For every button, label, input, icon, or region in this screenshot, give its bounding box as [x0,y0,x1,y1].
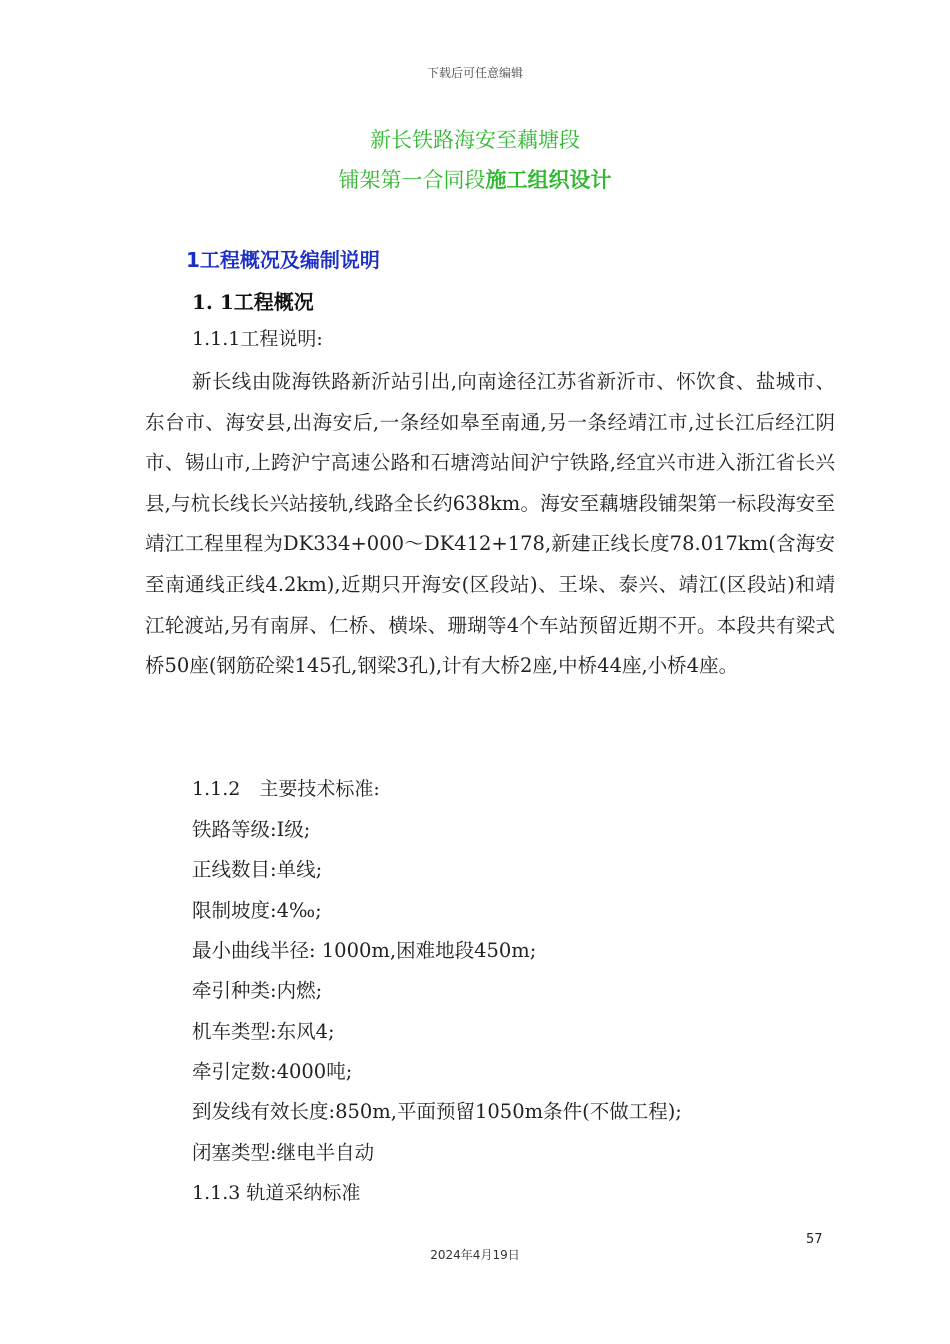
footer-date: 2024年4月19日 [430,1248,520,1262]
title-line2-bold: 施工组织设计 [485,167,612,192]
standard-item: 限制坡度:4‰; [192,899,322,922]
section-heading-1-1: 1. 1工程概况 [192,290,314,314]
section-heading-1-1-2: 1.1.2 主要技术标准: [192,778,380,800]
standard-item: 铁路等级:Ⅰ级; [192,818,311,841]
page-number: 57 [806,1232,823,1247]
section-heading-1: 1工程概况及编制说明 [186,248,380,272]
header-note: 下载后可任意编辑 [426,66,523,80]
section-heading-1-1-3: 1.1.3 轨道采纳标准 [192,1182,361,1204]
standard-item: 闭塞类型:继电半自动 [192,1141,375,1164]
standard-item: 牵引种类:内燃; [192,979,323,1002]
standard-item: 正线数目:单线; [192,858,323,881]
project-description-paragraph: 新长线由陇海铁路新沂站引出,向南途径江苏省新沂市、怀饮食、盐城市、东台市、海安县,出海安后,一条经如皋至南通,另一条经靖江市,过长江后经江阴市、锡山市,上跨沪宁高速公路和石塘湾站间沪宁铁路,经宜兴市进入浙江省长兴县,与杭长线长兴站接轨,线路全长约638km。海安至藕塘段铺架第一标段海安至靖江工程里程为DK334+000～DK412+178,新建正线长度78.017km(含海安至南通线正线4.2km),近期只开海安(区段站)、王垛、泰兴、靖江(区段站)和靖江轮渡站,另有南屏、仁桥、横垛、珊瑚等4个车站预留近期不开。本段共有梁式桥50座(钢筋砼梁145孔,钢梁3孔),计有大桥2座,中桥44座,小桥4座。 [145,370,835,678]
standard-item: 机车类型:东风4; [192,1020,335,1043]
section-heading-1-1-1: 1.1.1工程说明: [192,328,323,350]
title-line2-normal: 铺架第一合同段 [338,168,486,192]
standard-item: 到发线有效长度:850m,平面预留1050m条件(不做工程); [192,1100,682,1123]
document-title-line1: 新长铁路海安至藕塘段 [370,128,580,152]
standard-item: 最小曲线半径: 1000m,困难地段450m; [192,939,537,962]
standard-item: 牵引定数:4000吨; [192,1060,353,1083]
document-title-line2 [0,164,950,194]
